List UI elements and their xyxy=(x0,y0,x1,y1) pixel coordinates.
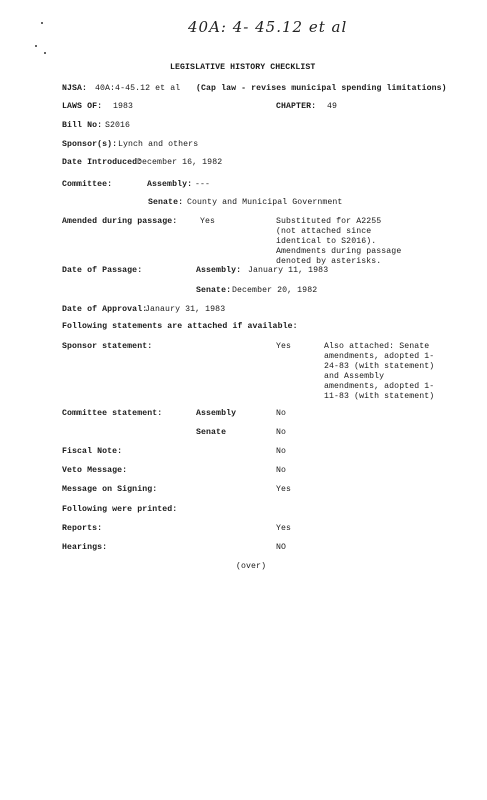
date-of-approval-value: Janaury 31, 1983 xyxy=(145,305,226,314)
following-printed-heading: Following were printed: xyxy=(62,505,178,514)
passage-senate-value: December 20, 1982 xyxy=(232,286,318,295)
date-of-passage-label: Date of Passage: xyxy=(62,266,143,275)
njsa-value: 40A:4-45.12 et al xyxy=(95,84,181,93)
njsa-label: NJSA: xyxy=(62,84,88,93)
sponsor-statement-note: Also attached: Senate amendments, adopted 1-24-83 (with statement) and Assembly amendments, adopted 1-11-83 (with statement) xyxy=(324,342,435,401)
sponsor-statement-value: Yes xyxy=(276,342,292,351)
bill-no-value: S2016 xyxy=(105,121,131,130)
chapter-value: 49 xyxy=(327,102,338,111)
amended-value: Yes xyxy=(200,217,216,226)
hearings-label: Hearings: xyxy=(62,543,108,552)
veto-message-label: Veto Message: xyxy=(62,466,128,475)
date-of-approval-label: Date of Approval: xyxy=(62,305,148,314)
committee-statement-assembly-label: Assembly xyxy=(196,409,237,418)
sponsors-label: Sponsor(s): xyxy=(62,140,118,149)
message-on-signing-value: Yes xyxy=(276,485,292,494)
committee-senate-label: Senate: xyxy=(148,198,184,207)
fiscal-note-label: Fiscal Note: xyxy=(62,447,123,456)
sponsors-value: Lynch and others xyxy=(118,140,199,149)
committee-statement-senate-label: Senate xyxy=(196,428,227,437)
passage-senate-label: Senate: xyxy=(196,286,232,295)
fiscal-note-value: No xyxy=(276,447,287,456)
speck-mark xyxy=(35,45,37,47)
chapter-label: CHAPTER: xyxy=(276,102,317,111)
sponsor-statement-label: Sponsor statement: xyxy=(62,342,153,351)
handwritten-citation: 40A: 4- 45.12 et al xyxy=(188,18,348,36)
hearings-value: NO xyxy=(276,543,287,552)
following-attached-heading: Following statements are attached if available: xyxy=(62,322,298,331)
footer-over: (over) xyxy=(236,562,267,571)
speck-mark xyxy=(41,22,43,24)
veto-message-value: No xyxy=(276,466,287,475)
amended-note: Substituted for A2255 (not attached since identical to S2016). Amendments during passage denoted by asterisks. xyxy=(276,217,402,266)
reports-label: Reports: xyxy=(62,524,103,533)
committee-statement-senate-value: No xyxy=(276,428,287,437)
bill-no-label: Bill No: xyxy=(62,121,103,130)
message-on-signing-label: Message on Signing: xyxy=(62,485,158,494)
amended-label: Amended during passage: xyxy=(62,217,178,226)
passage-assembly-label: Assembly: xyxy=(196,266,242,275)
committee-statement-label: Committee statement: xyxy=(62,409,163,418)
committee-assembly-value: --- xyxy=(195,180,211,189)
laws-of-value: 1983 xyxy=(113,102,134,111)
laws-of-label: LAWS OF: xyxy=(62,102,103,111)
reports-value: Yes xyxy=(276,524,292,533)
speck-mark xyxy=(44,52,46,54)
committee-senate-value: County and Municipal Government xyxy=(187,198,343,207)
committee-assembly-label: Assembly: xyxy=(147,180,193,189)
date-introduced-label: Date Introduced: xyxy=(62,158,143,167)
page-title: LEGISLATIVE HISTORY CHECKLIST xyxy=(170,63,316,72)
njsa-description: (Cap law - revises municipal spending limitations) xyxy=(196,84,447,93)
date-introduced-value: December 16, 1982 xyxy=(137,158,223,167)
committee-label: Committee: xyxy=(62,180,113,189)
committee-statement-assembly-value: No xyxy=(276,409,287,418)
passage-assembly-value: January 11, 1983 xyxy=(248,266,329,275)
